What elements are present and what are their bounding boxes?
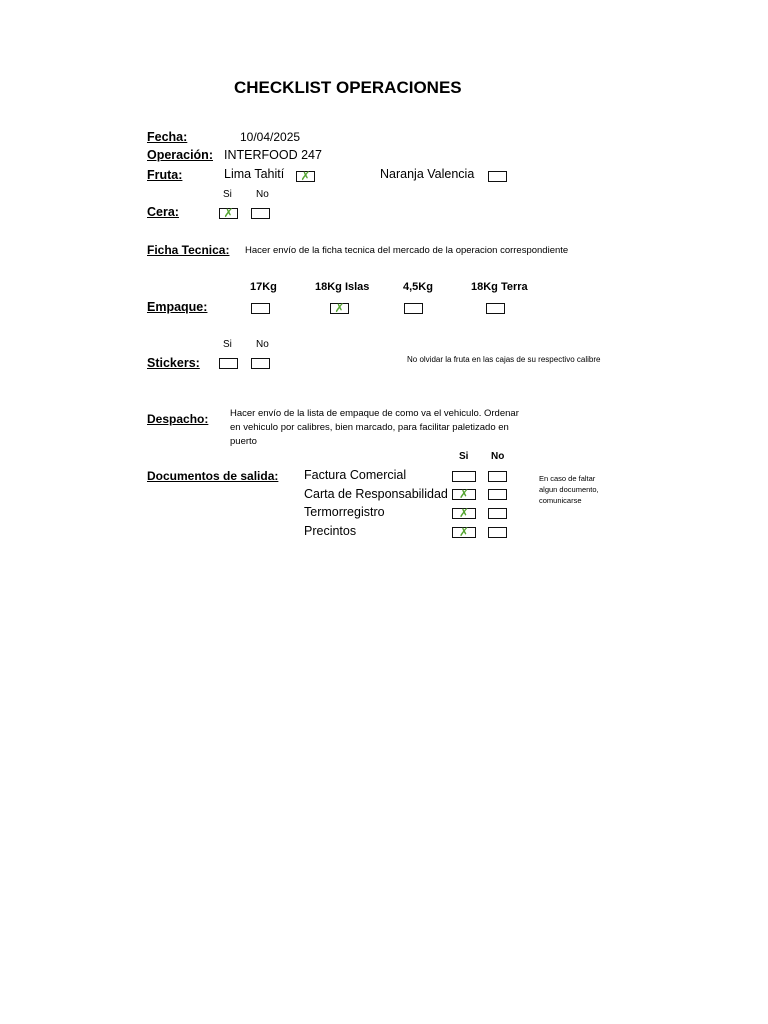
factura-no-checkbox[interactable] (488, 471, 507, 482)
fecha-label: Fecha: (147, 130, 188, 144)
stickers-label: Stickers: (147, 356, 200, 370)
cera-si-header: Si (223, 189, 232, 200)
documento-item-precintos-label: Precintos (304, 524, 357, 538)
check-mark-icon: ✗ (300, 169, 311, 183)
carta-no-checkbox[interactable] (488, 489, 507, 500)
empaque-17kg-checkbox[interactable] (251, 303, 270, 314)
precintos-no-checkbox[interactable] (488, 527, 507, 538)
despacho-note: Hacer envío de la lista de empaque de como va el vehiculo. Ordenar en vehiculo por calibres, bien marcado, para facilitar paletizado en puerto (230, 408, 519, 447)
stickers-no-header: No (256, 339, 269, 350)
empaque-option-18kg-islas-label: 18Kg Islas (315, 281, 370, 293)
empaque-option-18kg-terra-label: 18Kg Terra (471, 281, 528, 293)
operacion-value: INTERFOOD 247 (224, 148, 322, 162)
fruta-option-lima-label: Lima Tahití (224, 167, 285, 181)
stickers-si-header: Si (223, 339, 232, 350)
stickers-no-checkbox[interactable] (251, 358, 270, 369)
fruta-label: Fruta: (147, 168, 183, 182)
check-mark-icon: ✗ (458, 506, 470, 520)
cera-si-checkbox[interactable] (219, 208, 238, 219)
documento-item-factura-label: Factura Comercial (304, 468, 407, 482)
cera-no-header: No (256, 189, 269, 200)
check-mark-icon: ✗ (223, 206, 234, 220)
fruta-lima-checkbox[interactable] (296, 171, 315, 182)
empaque-18kg-terra-checkbox[interactable] (486, 303, 505, 314)
documentos-si-header: Si (459, 451, 469, 462)
precintos-si-checkbox[interactable] (452, 527, 476, 538)
operacion-label: Operación: (147, 148, 213, 162)
termorregistro-no-checkbox[interactable] (488, 508, 507, 519)
stickers-si-checkbox[interactable] (219, 358, 238, 369)
fruta-naranja-checkbox[interactable] (488, 171, 507, 182)
despacho-label: Despacho: (147, 412, 209, 426)
fruta-option-naranja-label: Naranja Valencia (380, 167, 475, 181)
check-mark-icon: ✗ (458, 487, 470, 501)
empaque-45kg-checkbox[interactable] (404, 303, 423, 314)
stickers-note: No olvidar la fruta en las cajas de su respectivo calibre (407, 355, 601, 364)
empaque-option-17kg-label: 17Kg (250, 281, 277, 293)
ficha-tecnica-note: Hacer envío de la ficha tecnica del mercado de la operacion correspondiente (245, 245, 569, 256)
factura-si-checkbox[interactable] (452, 471, 476, 482)
ficha-tecnica-label: Ficha Tecnica: (147, 243, 230, 257)
page-title: CHECKLIST OPERACIONES (234, 78, 462, 97)
check-mark-icon: ✗ (458, 525, 470, 539)
empaque-option-45kg-label: 4,5Kg (403, 281, 433, 293)
documentos-label: Documentos de salida: (147, 469, 279, 483)
fecha-value: 10/04/2025 (240, 130, 301, 144)
termorregistro-si-checkbox[interactable] (452, 508, 476, 519)
empaque-label: Empaque: (147, 300, 208, 314)
documento-item-termorregistro-label: Termorregistro (304, 505, 385, 519)
documento-item-carta-label: Carta de Responsabilidad (304, 487, 448, 501)
cera-label: Cera: (147, 205, 179, 219)
empaque-18kg-islas-checkbox[interactable] (330, 303, 349, 314)
check-mark-icon: ✗ (334, 301, 345, 315)
documentos-note: En caso de faltar algun documento, comunicarse (539, 474, 599, 505)
cera-no-checkbox[interactable] (251, 208, 270, 219)
carta-si-checkbox[interactable] (452, 489, 476, 500)
documentos-no-header: No (491, 451, 505, 462)
